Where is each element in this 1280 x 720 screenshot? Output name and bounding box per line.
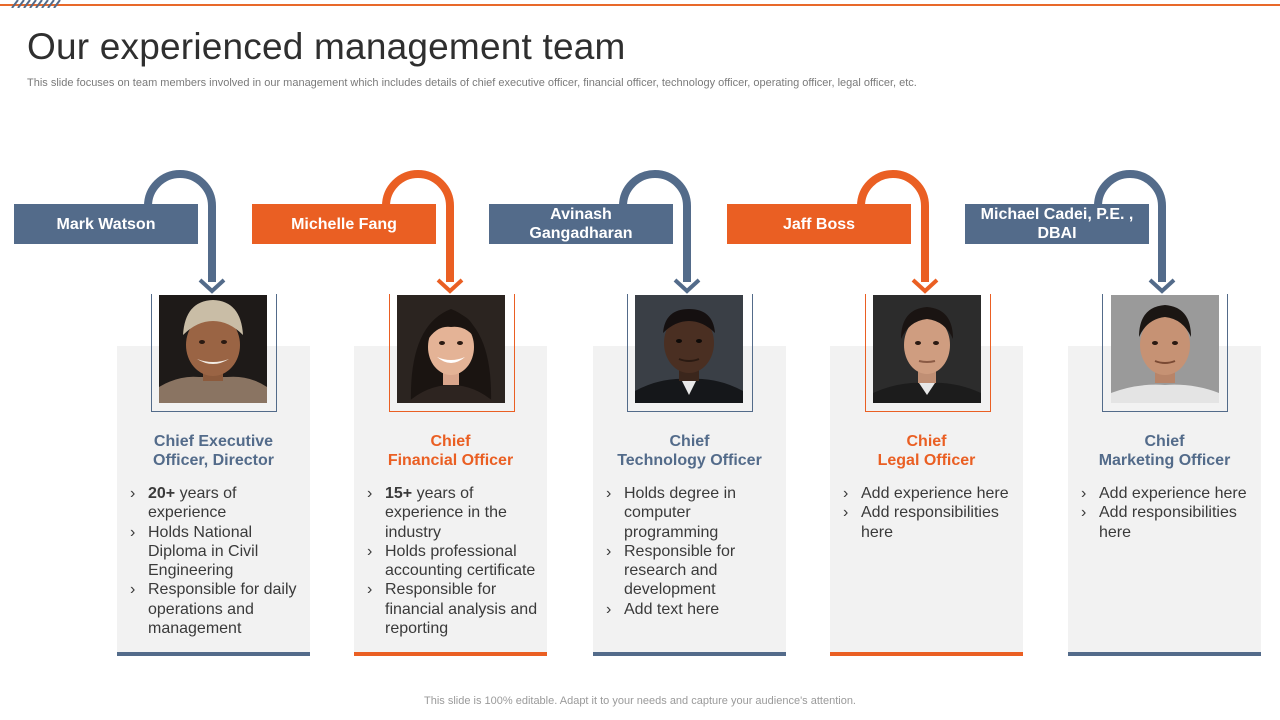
name-box-avinash-gangadharan: Avinash Gangadharan (489, 204, 673, 244)
bullet-list-5 (1079, 484, 1259, 542)
role-line-1: Chief (430, 433, 471, 450)
role-title-3 (593, 432, 786, 470)
role-title-5 (1068, 432, 1261, 470)
role-line-1: Chief (669, 433, 710, 450)
list-item: › Holds degree in computer programming (604, 484, 754, 542)
page-subtitle: This slide focuses on team members involved in our management which includes details of chief executive officer, financial officer, technology officer, operating officer, legal officer, etc. (27, 77, 917, 89)
role-line-2: Legal Officer (877, 452, 976, 469)
bullet-list-3 (604, 484, 754, 619)
name-box-jaff-boss: Jaff Boss (727, 204, 911, 244)
list-item: › 15+ years of experience in the industry (365, 484, 545, 542)
footer-note: This slide is 100% editable. Adapt it to your needs and capture your audience's attention. (424, 695, 856, 707)
michelle-fang-photo (397, 295, 505, 403)
list-item: › 20+ years of experience (128, 484, 308, 523)
role-title-2 (354, 432, 547, 470)
name-box-mark-watson: Mark Watson (14, 204, 198, 244)
list-item: › Responsible for financial analysis and reporting (365, 580, 545, 638)
role-line-1: Chief (1144, 433, 1185, 450)
name-box-michael-cadei: Michael Cadei, P.E. , DBAI (965, 204, 1149, 244)
list-item: › Responsible for research and development (604, 542, 754, 600)
list-item: › Add experience here (1079, 484, 1259, 503)
list-item: › Add experience here (841, 484, 1021, 503)
bullet-list-2 (365, 484, 545, 638)
list-item: › Add text here (604, 600, 754, 619)
bullet-list-1 (128, 484, 308, 638)
page-title: Our experienced management team (27, 26, 626, 67)
name-box-michelle-fang: Michelle Fang (252, 204, 436, 244)
mark-watson-photo (159, 295, 267, 403)
role-line-2: Officer, Director (153, 452, 274, 469)
role-line-1: Chief (906, 433, 947, 450)
jaff-boss-photo (873, 295, 981, 403)
list-item: › Holds National Diploma in Civil Engineering (128, 523, 308, 581)
role-title-1 (117, 432, 310, 470)
connector-arrows (0, 0, 1280, 300)
list-item: › Responsible for daily operations and management (128, 580, 308, 638)
role-line-2: Marketing Officer (1098, 452, 1231, 469)
role-line-2: Financial Officer (387, 452, 514, 469)
list-item: › Add responsibilities here (1079, 503, 1259, 542)
avinash-gangadharan-photo (635, 295, 743, 403)
list-item: › Holds professional accounting certificate (365, 542, 545, 581)
michael-cadei-photo (1111, 295, 1219, 403)
role-title-4 (830, 432, 1023, 470)
role-line-1: Chief Executive (153, 433, 274, 450)
list-item: › Add responsibilities here (841, 503, 1021, 542)
bullet-list-4 (841, 484, 1021, 542)
role-line-2: Technology Officer (617, 452, 762, 469)
